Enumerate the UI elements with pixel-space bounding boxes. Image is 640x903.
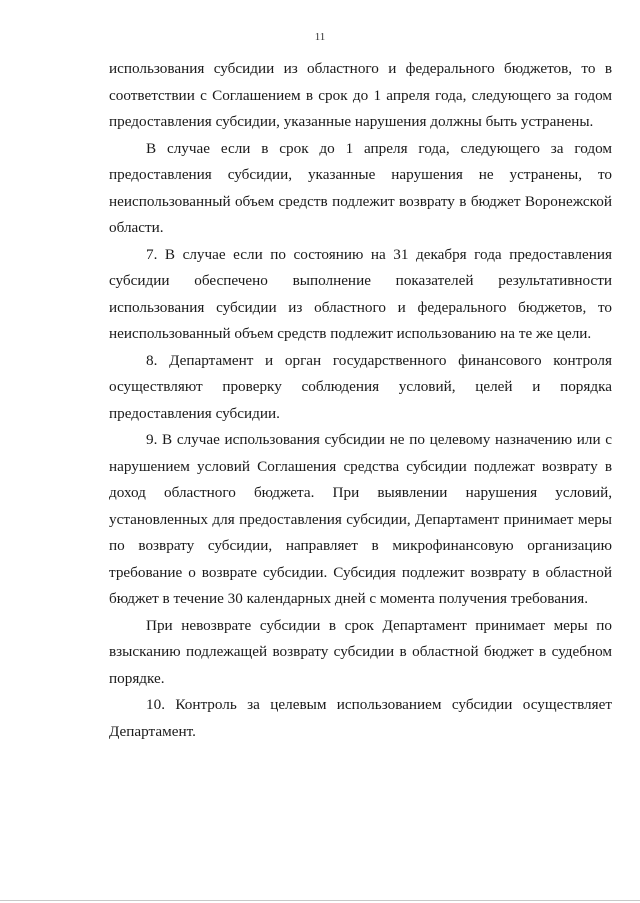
document-body <box>109 56 612 745</box>
paragraph-item-10: 10. Контроль за целевым использованием субсидии осуществляет Департамент. <box>109 696 612 740</box>
paragraph-item-8: 8. Департамент и орган государственного финансового контроля осуществляют проверку соблюдения условий, целей и порядка предоставления субсидии. <box>109 351 612 422</box>
paragraph-item-9: 9. В случае использования субсидии не по целевому назначению или с нарушением условий Соглашения средства субсидии подлежат возврату в доход областного бюджета. При выявлении нарушения условий, установленных для предоставления субсидии, Департамент принимает меры по возврату субсидии, направляет в микрофинансовую организацию требование о возврате субсидии. Субсидия подлежит возврату в областной бюджет в течение 30 календарных дней с момента получения требования. <box>109 431 612 607</box>
paragraph-unremedied-violations: В случае если в срок до 1 апреля года, следующего за годом предоставления субсидии, указанные нарушения не устранены, то неиспользованный объем средств подлежит возврату в бюджет Воронежской области. <box>109 139 612 236</box>
page-bottom-edge <box>0 900 640 901</box>
paragraph-item-7: 7. В случае если по состоянию на 31 декабря года предоставления субсидии обеспечено выполнение показателей результативности использования субсидии из областного и федерального бюджетов, то неиспользованный объем средств подлежит использованию на те же цели. <box>109 245 612 342</box>
page-number: 11 <box>314 31 326 43</box>
paragraph-continuation: использования субсидии из областного и федерального бюджетов, то в соответствии с Соглашением в срок до 1 апреля года, следующего за годом предоставления субсидии, указанные нарушения должны быть устранены. <box>109 60 612 130</box>
paragraph-non-return: При невозврате субсидии в срок Департамент принимает меры по взысканию подлежащей возврату субсидии в областной бюджет в судебном порядке. <box>109 616 612 687</box>
